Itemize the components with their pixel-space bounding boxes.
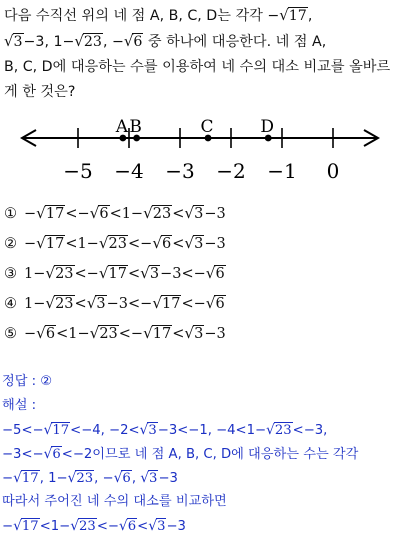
math-text: − bbox=[2, 471, 14, 486]
answer-options bbox=[4, 198, 226, 348]
question-text-part: , bbox=[307, 8, 313, 24]
radicand: 3 bbox=[194, 206, 204, 222]
radicand: 3 bbox=[194, 236, 204, 252]
radicand: 17 bbox=[45, 206, 65, 222]
radicand: 3 bbox=[149, 266, 160, 282]
root-expression: √17 bbox=[13, 518, 39, 534]
tick-label: −3 bbox=[165, 159, 195, 183]
math-text: <1− bbox=[65, 236, 99, 252]
root-expression: √23 bbox=[98, 234, 127, 252]
radicand: 17 bbox=[45, 236, 65, 252]
option-3[interactable] bbox=[4, 258, 226, 288]
math-text: < bbox=[172, 326, 185, 342]
root-expression: √17 bbox=[152, 294, 181, 312]
root-expression: √23 bbox=[70, 518, 96, 534]
root-expression: √3 bbox=[4, 32, 23, 50]
solution-section bbox=[2, 370, 398, 538]
math-text: −3 bbox=[204, 206, 226, 222]
question-text-part: , − bbox=[102, 34, 124, 50]
math-text: <− bbox=[65, 206, 90, 222]
root-expression: √23 bbox=[89, 324, 118, 342]
root-expression: √3 bbox=[140, 470, 158, 486]
math-text: − bbox=[24, 326, 37, 342]
math-text: −3 bbox=[204, 326, 226, 342]
radicand: 23 bbox=[79, 519, 96, 534]
math-text: < bbox=[172, 206, 185, 222]
math-text: < bbox=[172, 236, 185, 252]
radicand: 3 bbox=[157, 519, 166, 534]
radicand: 6 bbox=[133, 34, 143, 50]
math-text: < bbox=[137, 519, 149, 534]
root-expression: √3 bbox=[184, 324, 204, 342]
root-expression: √23 bbox=[74, 32, 102, 50]
radicand: 6 bbox=[99, 206, 109, 222]
option-2[interactable] bbox=[4, 228, 226, 258]
option-4[interactable] bbox=[4, 288, 226, 318]
math-text: <− bbox=[181, 296, 206, 312]
root-expression: √17 bbox=[98, 264, 127, 282]
radicand: 3 bbox=[148, 423, 157, 438]
math-text: 1− bbox=[24, 266, 46, 282]
radicand: 6 bbox=[215, 296, 225, 312]
question-line-4: 게 한 것은? bbox=[4, 84, 76, 100]
math-text: , bbox=[131, 471, 141, 486]
math-text: <−2이므로 네 점 A, B, C, D에 대응하는 수는 각각 bbox=[61, 447, 359, 462]
radicand: 6 bbox=[215, 266, 225, 282]
math-text: <− bbox=[118, 326, 144, 342]
question-text bbox=[4, 3, 397, 105]
radicand: 17 bbox=[21, 519, 39, 534]
math-text: −3 bbox=[166, 519, 186, 534]
root-expression: √17 bbox=[143, 324, 172, 342]
radicand: 23 bbox=[152, 206, 172, 222]
radicand: 3 bbox=[194, 326, 204, 342]
math-text: , 1− bbox=[39, 471, 68, 486]
point-label: A bbox=[115, 117, 129, 137]
root-expression: √6 bbox=[123, 32, 143, 50]
math-text: 따라서 주어진 네 수의 대소를 비교하면 bbox=[2, 494, 227, 509]
question-text-part: 중 하나에 대응한다. 네 점 A, bbox=[143, 34, 327, 50]
tick-label: −5 bbox=[63, 159, 93, 183]
math-text: < bbox=[128, 266, 141, 282]
explanation-line bbox=[2, 490, 398, 514]
math-text: <− bbox=[128, 236, 153, 252]
option-marker: ③ bbox=[4, 266, 17, 282]
math-text: <−3, bbox=[292, 423, 328, 438]
math-text: <1− bbox=[109, 206, 144, 222]
root-expression: √17 bbox=[13, 470, 39, 486]
radicand: 3 bbox=[96, 296, 106, 312]
math-text: − bbox=[24, 206, 37, 222]
radicand: 17 bbox=[52, 423, 70, 438]
root-expression: √23 bbox=[266, 422, 292, 438]
explanation-line bbox=[2, 418, 398, 442]
root-expression: √17 bbox=[43, 422, 70, 438]
root-expression: √3 bbox=[140, 264, 160, 282]
math-text: < bbox=[74, 296, 87, 312]
math-text: −3<− bbox=[160, 266, 206, 282]
tick-label: −1 bbox=[267, 159, 297, 183]
explanation-line bbox=[2, 466, 398, 490]
math-text: −3<− bbox=[2, 447, 44, 462]
root-expression: √17 bbox=[36, 234, 65, 252]
math-text: −3 bbox=[158, 471, 178, 486]
explanation-line bbox=[2, 442, 398, 466]
question-line-1 bbox=[4, 3, 397, 29]
math-text: , − bbox=[94, 471, 114, 486]
radicand: 6 bbox=[45, 326, 56, 342]
option-marker: ⑤ bbox=[4, 326, 17, 342]
option-5[interactable] bbox=[4, 318, 226, 348]
math-text: −5<− bbox=[2, 423, 44, 438]
option-marker: ④ bbox=[4, 296, 17, 312]
root-expression: √23 bbox=[143, 204, 172, 222]
radicand: 6 bbox=[52, 447, 61, 462]
math-text: 1− bbox=[24, 296, 46, 312]
root-expression: √17 bbox=[279, 6, 307, 24]
radicand: 23 bbox=[55, 266, 74, 282]
root-expression: √3 bbox=[139, 422, 157, 438]
radicand: 23 bbox=[83, 34, 102, 50]
answer-line: 정답 : ② bbox=[2, 374, 53, 389]
radicand: 17 bbox=[162, 296, 181, 312]
question-text-part: −3, 1− bbox=[23, 34, 75, 50]
math-text: − bbox=[24, 236, 37, 252]
root-expression: √3 bbox=[184, 234, 204, 252]
point-label: D bbox=[260, 117, 275, 137]
math-text: −3<−1, −4<1− bbox=[157, 423, 267, 438]
option-marker: ① bbox=[4, 206, 17, 222]
radicand: 3 bbox=[149, 471, 158, 486]
math-text: −3 bbox=[204, 236, 226, 252]
radicand: 6 bbox=[127, 519, 137, 534]
radicand: 17 bbox=[152, 326, 172, 342]
math-text: <1− bbox=[39, 519, 71, 534]
math-text: <1− bbox=[56, 326, 90, 342]
explanation-body bbox=[2, 418, 398, 538]
radicand: 23 bbox=[274, 423, 292, 438]
root-expression: √6 bbox=[36, 324, 56, 342]
question-line-2 bbox=[4, 29, 397, 55]
root-expression: √6 bbox=[118, 518, 137, 534]
option-1[interactable] bbox=[4, 198, 226, 228]
tick-label: −4 bbox=[114, 159, 144, 183]
root-expression: √23 bbox=[67, 470, 94, 486]
math-text: <− bbox=[96, 519, 119, 534]
radicand: 23 bbox=[99, 326, 118, 342]
number-line bbox=[10, 112, 390, 192]
root-expression: √3 bbox=[86, 294, 106, 312]
radicand: 23 bbox=[108, 236, 127, 252]
option-marker: ② bbox=[4, 236, 17, 252]
root-expression: √6 bbox=[89, 204, 109, 222]
radicand: 23 bbox=[55, 296, 74, 312]
root-expression: √3 bbox=[184, 204, 204, 222]
radicand: 6 bbox=[162, 236, 172, 252]
radicand: 17 bbox=[108, 266, 127, 282]
root-expression: √6 bbox=[113, 470, 131, 486]
question-line-3: B, C, D에 대응하는 수를 이용하여 네 수의 대소 비교를 올바르 bbox=[4, 59, 391, 75]
radicand: 17 bbox=[288, 8, 307, 24]
math-text: − bbox=[2, 519, 14, 534]
tick-label: −2 bbox=[216, 159, 246, 183]
math-text: <−4, −2< bbox=[70, 423, 140, 438]
math-text: −3<− bbox=[106, 296, 153, 312]
radicand: 3 bbox=[13, 34, 23, 50]
question-text-part: 다음 수직선 위의 네 점 A, B, C, D는 각각 − bbox=[4, 8, 280, 24]
root-expression: √23 bbox=[45, 264, 74, 282]
tick-label: 0 bbox=[326, 159, 340, 183]
point-label: B bbox=[129, 117, 142, 137]
root-expression: √6 bbox=[43, 446, 61, 462]
root-expression: √6 bbox=[205, 264, 225, 282]
point-label: C bbox=[200, 117, 214, 137]
radicand: 6 bbox=[122, 471, 131, 486]
root-expression: √3 bbox=[148, 518, 166, 534]
explanation-line bbox=[2, 514, 398, 538]
root-expression: √6 bbox=[205, 294, 225, 312]
root-expression: √6 bbox=[152, 234, 172, 252]
root-expression: √23 bbox=[45, 294, 74, 312]
radicand: 17 bbox=[21, 471, 39, 486]
root-expression: √17 bbox=[36, 204, 65, 222]
math-text: <− bbox=[74, 266, 99, 282]
explanation-heading: 해설 : bbox=[2, 398, 37, 413]
radicand: 23 bbox=[76, 471, 94, 486]
